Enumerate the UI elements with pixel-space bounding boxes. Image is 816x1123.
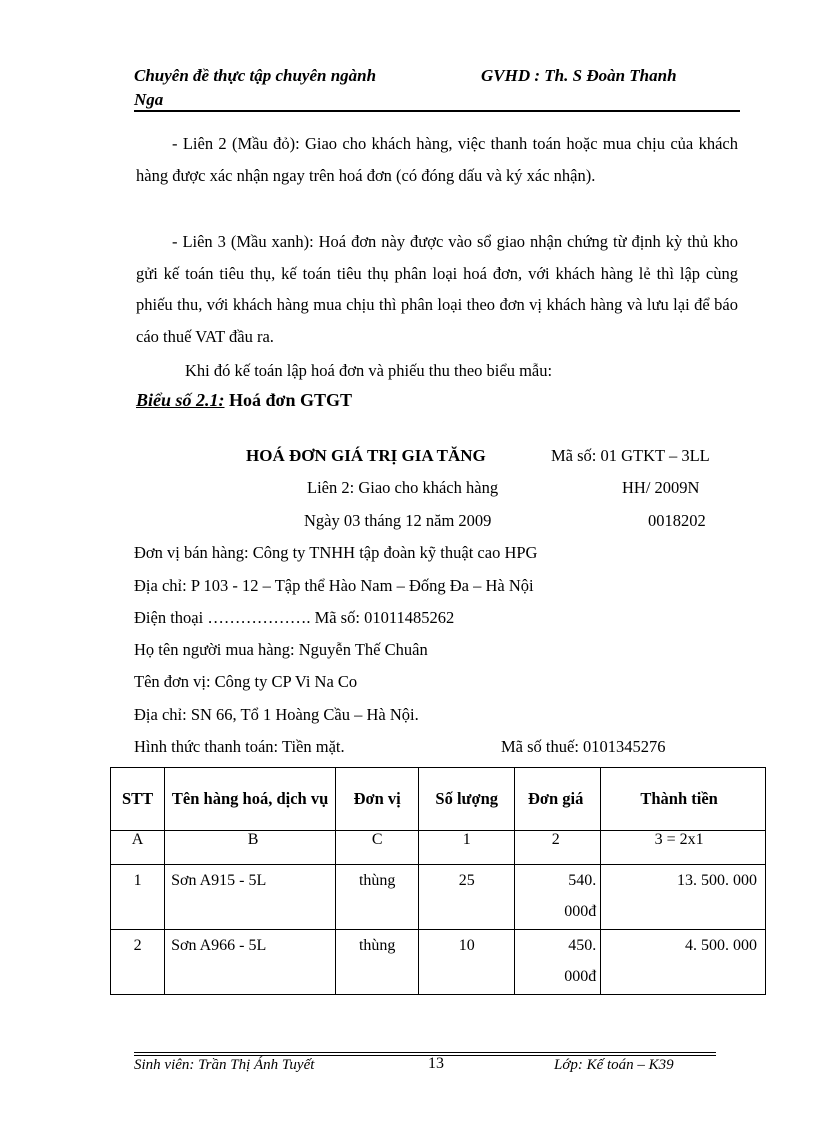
price-line-1: 450. <box>568 937 597 954</box>
row-unit: thùng <box>336 930 419 995</box>
paragraph-lien-3-text: - Liên 3 (Mầu xanh): Hoá đơn này được vào sổ giao nhận chứng từ định kỳ thủ kho gửi kế toán tiêu thụ, kế toán tiêu thụ phân loại hoá đơn, với khách hàng lẻ thì lập cùng phiếu thu, với khách hàng mua chịu thì phân loại theo đơn vị khách hàng và lưu lại để báo cáo thuế VAT đầu ra. <box>136 232 738 346</box>
col-header-stt: STT <box>111 768 165 831</box>
price-line-2: 000đ <box>564 968 597 985</box>
footer-divider <box>134 1052 716 1053</box>
row-unit: thùng <box>336 865 419 930</box>
code-cell: 2 <box>515 831 601 865</box>
row-stt: 2 <box>111 930 165 995</box>
page-header <box>134 66 740 86</box>
invoice-date: Ngày 03 tháng 12 năm 2009 <box>304 511 492 530</box>
buyer-address: Địa chỉ: SN 66, Tổ 1 Hoàng Cầu – Hà Nội. <box>134 705 419 724</box>
footer-student: Sinh viên: Trần Thị Ánh Tuyết <box>134 1057 315 1073</box>
code-cell: B <box>165 831 336 865</box>
row-product-name: Sơn A966 - 5L <box>165 930 336 995</box>
paragraph-intro: Khi đó kế toán lập hoá đơn và phiếu thu theo biểu mẫu: <box>185 361 553 380</box>
price-line-1: 540. <box>568 872 597 889</box>
table-row <box>111 865 766 930</box>
row-unit-price <box>515 930 601 995</box>
col-header-price: Đơn giá <box>515 768 601 831</box>
buyer-name: Họ tên người mua hàng: Nguyễn Thế Chuân <box>134 640 428 659</box>
buyer-unit: Tên đơn vị: Công ty CP Vi Na Co <box>134 672 358 691</box>
col-header-unit: Đơn vị <box>336 768 419 831</box>
row-unit-price <box>515 865 601 930</box>
payment-method: Hình thức thanh toán: Tiền mặt. <box>134 737 345 756</box>
table-header-row <box>111 768 766 831</box>
buyer-tax-code: Mã số thuế: 0101345276 <box>501 737 666 756</box>
header-divider <box>134 110 740 112</box>
seller-phone: Điện thoại ………………. Mã số: 01011485262 <box>134 608 455 627</box>
header-report-title: Chuyên đề thực tập chuyên ngành <box>134 66 377 85</box>
seller-address: Địa chỉ: P 103 - 12 – Tập thể Hào Nam – Đống Đa – Hà Nội <box>134 576 534 595</box>
code-cell: C <box>336 831 419 865</box>
header-supervisor-cont: Nga <box>134 90 164 109</box>
price-line-2: 000đ <box>564 903 597 920</box>
col-header-name: Tên hàng hoá, dịch vụ <box>165 768 336 831</box>
seller-unit: Đơn vị bán hàng: Công ty TNHH tập đoàn kỹ thuật cao HPG <box>134 543 538 562</box>
invoice-copy: Liên 2: Giao cho khách hàng <box>307 478 499 497</box>
invoice-number: 0018202 <box>648 511 706 530</box>
figure-title: Hoá đơn GTGT <box>224 390 353 410</box>
row-stt: 1 <box>111 865 165 930</box>
table-row <box>111 930 766 995</box>
header-supervisor: GVHD : Th. S Đoàn Thanh <box>481 66 677 85</box>
table-code-row <box>111 831 766 865</box>
footer-class: Lớp: Kế toán – K39 <box>554 1057 674 1073</box>
figure-caption <box>136 390 352 411</box>
invoice-form-code: Mã số: 01 GTKT – 3LL <box>551 446 710 465</box>
col-header-total: Thành tiền <box>601 768 766 831</box>
row-total: 4. 500. 000 <box>601 930 766 995</box>
col-header-qty: Số lượng <box>419 768 515 831</box>
page-number: 13 <box>428 1055 444 1072</box>
footer-divider-inner <box>134 1055 716 1056</box>
paragraph-lien-3 <box>136 226 738 352</box>
code-cell: 3 = 2x1 <box>601 831 766 865</box>
row-quantity: 25 <box>419 865 515 930</box>
code-cell: A <box>111 831 165 865</box>
invoice-title: HOÁ ĐƠN GIÁ TRỊ GIA TĂNG <box>246 446 486 465</box>
invoice-series: HH/ 2009N <box>622 478 700 497</box>
paragraph-lien-2 <box>136 128 738 191</box>
row-total: 13. 500. 000 <box>601 865 766 930</box>
goods-table <box>110 767 766 995</box>
row-product-name: Sơn A915 - 5L <box>165 865 336 930</box>
code-cell: 1 <box>419 831 515 865</box>
paragraph-lien-2-text: - Liên 2 (Mầu đỏ): Giao cho khách hàng, việc thanh toán hoặc mua chịu của khách hàng được xác nhận ngay trên hoá đơn (có đóng dấu và ký xác nhận). <box>136 134 738 185</box>
figure-label: Biểu số 2.1: <box>136 390 225 410</box>
row-quantity: 10 <box>419 930 515 995</box>
